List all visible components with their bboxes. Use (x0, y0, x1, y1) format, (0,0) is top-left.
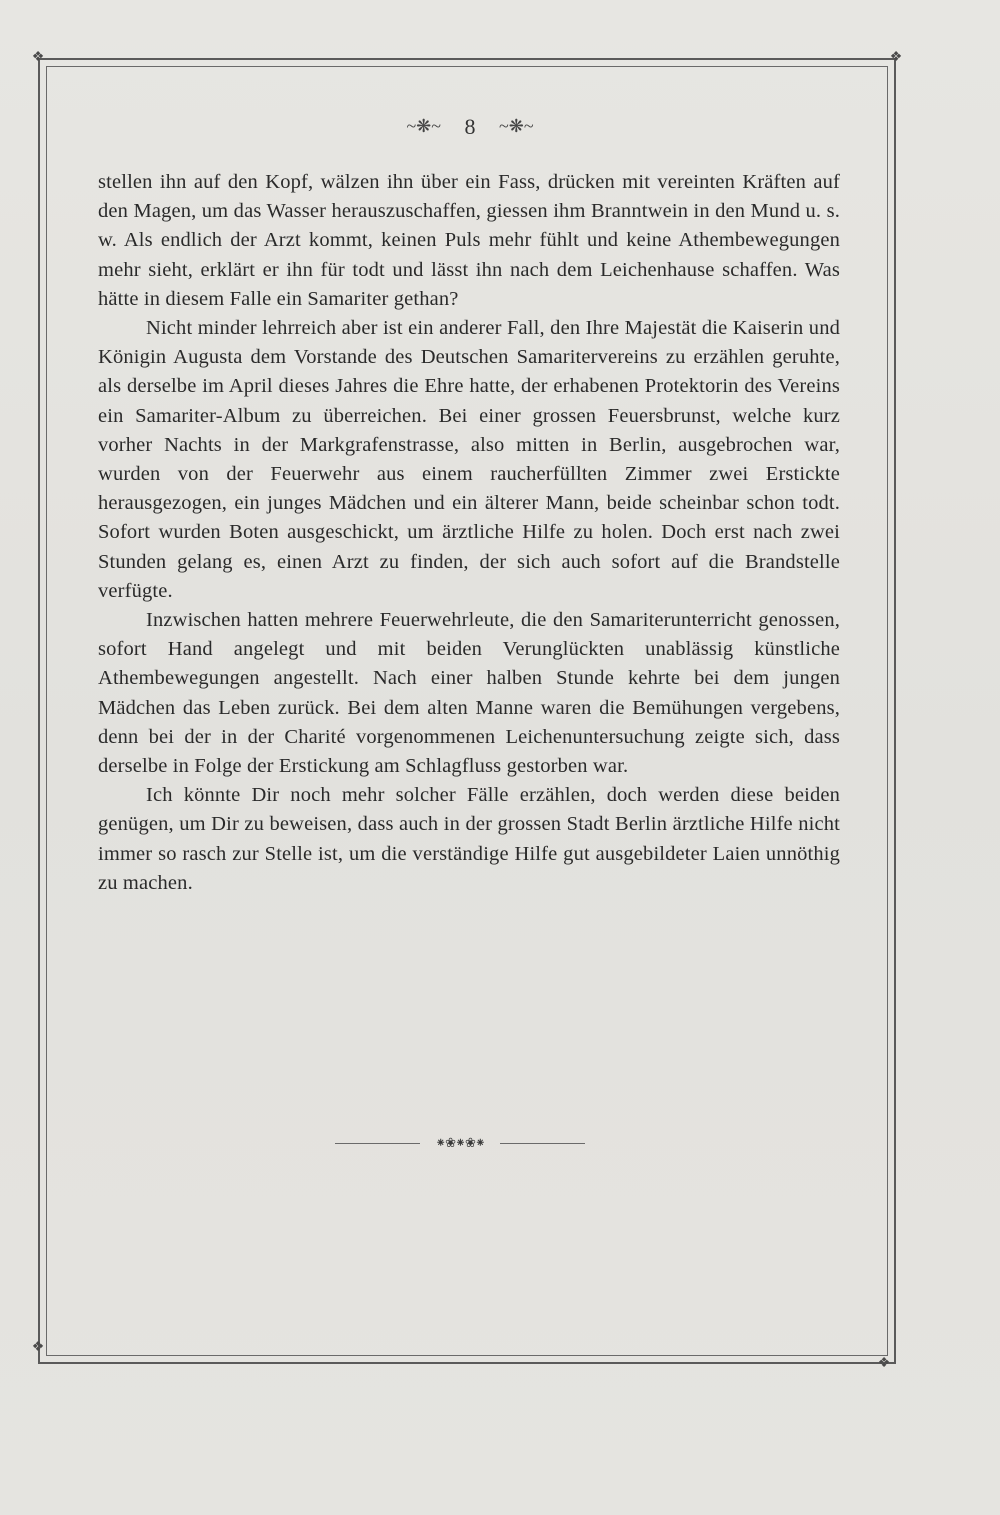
corner-ornament-icon: ❖ (31, 1340, 45, 1355)
corner-ornament-icon: ❖ (31, 50, 45, 65)
page-header (0, 112, 940, 140)
corner-ornament-icon: ❖ (889, 50, 903, 65)
paragraph: Nicht minder lehrreich aber ist ein anderer Fall, den Ihre Majestät die Kaiserin und Königin Augusta dem Vorstande des Deutschen Samaritervereins zu erzählen geruhte, als derselbe im April dieses Jahres die Ehre hatte, der erhabenen Protektorin des Vereins ein Samariter-Album zu überreichen. Bei einer grossen Feuersbrunst, welche kurz vorher Nachts in der Markgrafenstrasse, also mitten in Berlin, ausgebrochen war, wurden von der Feuerwehr aus einem raucherfüllten Zimmer zwei Erstickte herausgezogen, ein junges Mädchen und ein älterer Mann, beide scheinbar schon todt. Sofort wurden Boten ausgeschickt, um ärztliche Hilfe zu holen. Doch erst nach zwei Stunden gelang es, einen Arzt zu finden, der sich auch sofort auf die Brandstelle verfügte. (98, 317, 840, 602)
header-ornament-right-icon: ~❋~ (499, 116, 534, 137)
end-divider (335, 1135, 585, 1150)
body-text (98, 168, 840, 898)
divider-ornament-icon: ⁕❀⁕❀⁕ (435, 1135, 485, 1150)
paragraph: stellen ihn auf den Kopf, wälzen ihn über ein Fass, drücken mit vereinten Kräften auf den Magen, um das Wasser herauszuschaffen, giessen ihm Branntwein in den Mund u. s. w. Als endlich der Arzt kommt, keinen Puls mehr fühlt und keine Athembewegungen mehr sieht, erklärt er ihn für todt und lässt ihn nach dem Leichenhause schaffen. Was hätte in diesem Falle ein Samariter gethan? (98, 171, 840, 310)
header-ornament-left-icon: ~❋~ (406, 116, 441, 137)
paragraph: Ich könnte Dir noch mehr solcher Fälle erzählen, doch werden diese beiden genügen, um Dir zu beweisen, dass auch in der grossen Stadt Berlin ärztliche Hilfe nicht immer so rasch zur Stelle ist, um die verständige Hilfe gut ausgebildeter Laien unnöthig zu machen. (98, 784, 840, 894)
divider-line (500, 1143, 585, 1144)
corner-ornament-icon: ❖ (877, 1356, 891, 1371)
paragraph: Inzwischen hatten mehrere Feuerwehrleute, die den Samariterunterricht genossen, sofort Hand angelegt und mit beiden Verunglückten unablässig künstliche Athembewegungen angestellt. Nach einer halben Stunde kehrte bei dem jungen Mädchen das Leben zurück. Bei dem alten Manne waren die Bemühungen vergebens, denn bei der in der Charité vorgenommenen Leichenuntersuchung zeigte sich, dass derselbe in Folge der Erstickung am Schlagfluss gestorben war. (98, 609, 840, 778)
page-number: 8 (464, 113, 476, 139)
divider-line (335, 1143, 420, 1144)
